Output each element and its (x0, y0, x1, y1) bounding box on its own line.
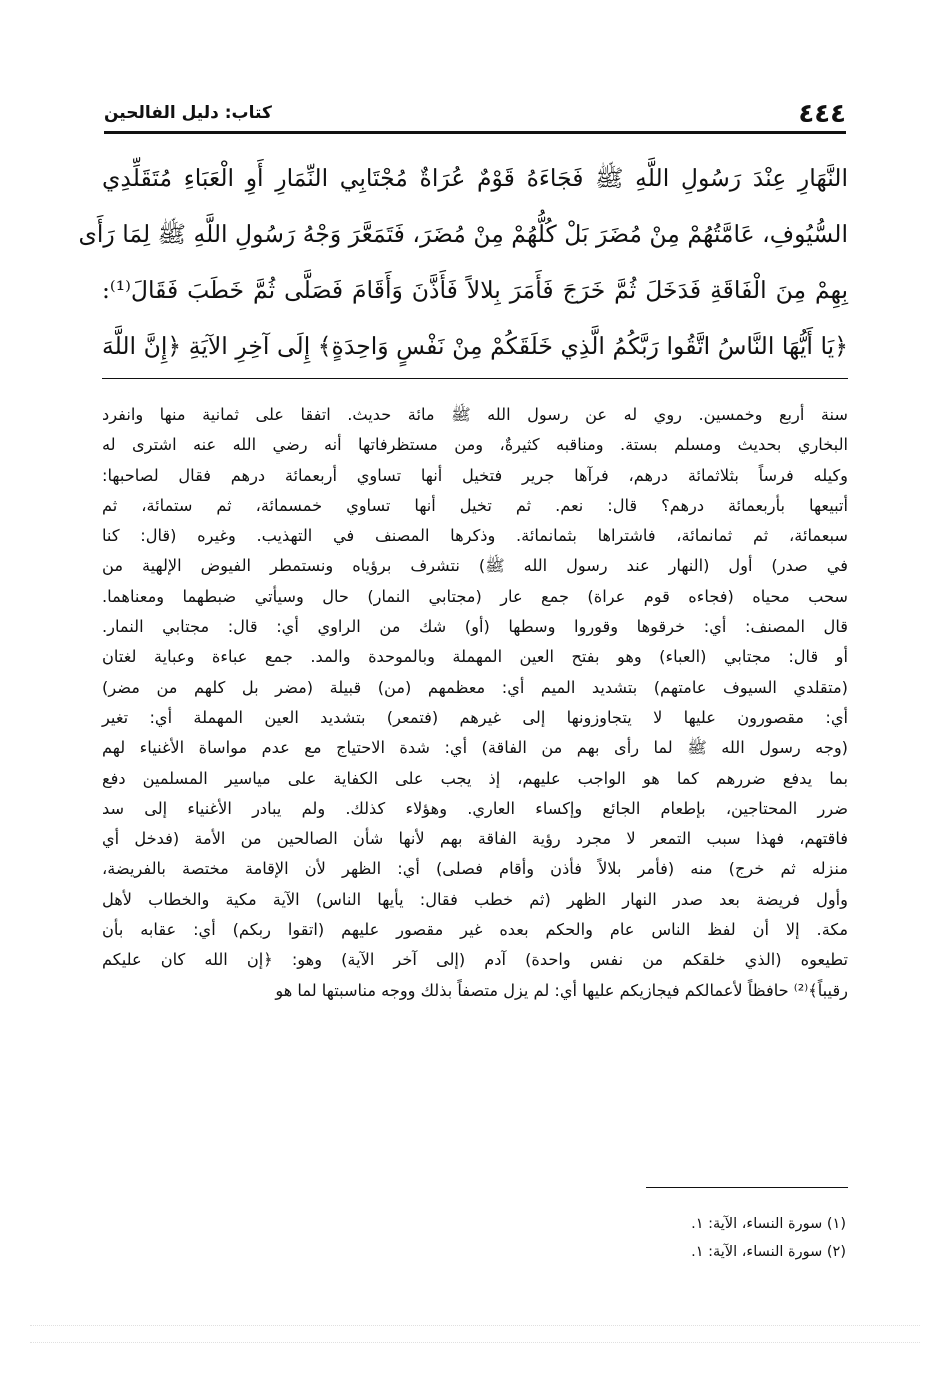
text-separator-rule (102, 378, 848, 379)
hadith-line: ﴿يَا أَيُّهَا النَّاسُ اتَّقُوا رَبَّكُمُ الَّذِي خَلَقَكُمْ مِنْ نَفْسٍ وَاحِدَةٍ﴾ إِلَى آخِرِ الآيَةِ ﴿إِنَّ اللَّهَ (102, 332, 848, 360)
commentary-line: (وجه رسول الله ﷺ لما رأى بهم من الفاقة) أي: شدة الاحتياج مع عدم مواساة الأغنياء لهم (102, 738, 848, 758)
commentary-line: بما يدفع ضررهم كما هو الواجب عليهم، إذ يجب على الكفاية على مياسير المسلمين دفع (102, 768, 848, 788)
hadith-line: السُّيُوفِ، عَامَّتُهُمْ مِنْ مُضَرَ بَلْ كُلُّهُمْ مِنْ مُضَرَ، فَتَمَعَّرَ وَجْهُ رَسُولِ اللَّهِ ﷺ لِمَا رَأَى (78, 220, 848, 248)
commentary-line: ضرر المحتاجين، بإطعام الجائع وإكساء العاري. وهؤلاء كذلك. ولم يبادر الأغنياء إلى سد (102, 798, 848, 818)
decorative-border (30, 1325, 920, 1343)
commentary-line: في صدر) أول (النهار عند رسول الله ﷺ) نتشرف برؤياه ونستمطر الفيوض الإلهية من (102, 556, 848, 576)
commentary-line: البخاري بحديث ومسلم بستة. ومناقبه كثيرةٌ، ومن مستظرفاتها أنه رضي الله عنه اشترى له (102, 435, 848, 455)
hadith-text (78, 150, 848, 374)
hadith-line: النَّهَارِ عِنْدَ رَسُولِ اللَّهِ ﷺ فَجَاءَهُ قَوْمٌ عُرَاةٌ مُجْتَابِي النِّمَارِ أَوِ الْعَبَاءِ مُتَقَلِّدِي (102, 164, 848, 192)
commentary-line: تطيعوه (الذي خلقكم من نفس واحدة) آدم (إلى آخر الآية) وهو: ﴿إن الله كان عليكم (102, 950, 848, 970)
commentary-line: أتبيعها بأربعمائة درهم؟ قال: نعم. ثم تخيل أنها تساوي خمسمائة، ثم ستمائة، ثم (102, 495, 848, 515)
commentary-line: قال المصنف: أي: خرقوها وقوروا وسطها (أو) شك من الراوي أي: قال: مجتابي النمار. (102, 617, 848, 637)
commentary-line: منزله ثم خرج) منه (فأمر بلالاً فأذن وأقام فصلى) أي: الظهر لأن الإقامة مختصة بالفريضة، (102, 859, 848, 879)
commentary-line: سنة أربع وخمسين. روي له عن رسول الله ﷺ مائة حديث. اتفقا على ثمانية منها وانفرد (102, 405, 848, 424)
footnote: (٢) سورة النساء، الآية: ١. (691, 1244, 846, 1260)
commentary-line: رقيباً﴾⁽²⁾ حافظاً لأعمالكم فيجازيكم عليها أي: لم يزل متصفاً بذلك ووجه مناسبتها لما هو (275, 980, 848, 1000)
commentary-line: فاقتهم، فهذا سبب التمعر لا مجرد رؤية الفاقة بهم لأنها شأن الصالحين من الأمة (فدخل أي (102, 829, 848, 849)
commentary-line: (متقلدي السيوف عامتهم) بتشديد الميم أي: معظمهم (من) قبيلة (مضر بل كلهم من مضر) (102, 677, 848, 697)
commentary-line: أو قال: مجتابي (العباء) وهو بفتح العين المهملة وبالموحدة والمد. جمع عباءة وعباية لغتان (102, 647, 848, 667)
commentary-line: وكيله فرساً بثلاثمائة درهم، فرآها جرير فتخيل أنها تساوي أربعمائة درهم فقال لصاحبها: (102, 465, 848, 485)
commentary-line: وأول فريضة بعد صدر النهار الظهر (ثم خطب فقال: يأيها الناس) الآية مكية والخطاب لأهل (102, 889, 848, 909)
footnotes (102, 1210, 846, 1266)
commentary-line: مكة. إلا أن لفظ الناس عام والحكم بعده غير مقصور عليهم (اتقوا ربكم) أي: عقابه بأن (102, 920, 848, 940)
hadith-line: بِهِمْ مِنَ الْفَاقَةِ فَدَخَلَ ثُمَّ خَرَجَ فَأَمَرَ بِلالاً فَأَذَّنَ وَأَقَامَ فَصَلَّى ثُمَّ خَطَبَ فَقَالَ⁽¹⁾: (102, 276, 848, 304)
commentary-text (102, 400, 848, 1006)
commentary-line: سبعمائة، ثم ثمانمائة، فاشتراها بثمانمائة. وذكرها المصنف في التهذيب. وغيره (قال: كنا (102, 526, 848, 546)
page-number: ٤٤٤ (798, 99, 846, 129)
header-rule (104, 131, 846, 134)
page-header (104, 95, 846, 129)
commentary-line: سحب محياه (فجاءه قوم عراة) جمع عار (مجتابي النمار) حال وسيأتي ضبطهما ومعناهما. (102, 586, 848, 606)
footnote-separator-rule (646, 1187, 848, 1188)
commentary-line: أي: مقصورون عليها لا يتجاوزونها إلى غيرهم (فتمعر) بتشديد العين المهملة أي: تغير (102, 707, 848, 727)
footnote: (١) سورة النساء، الآية: ١. (691, 1216, 846, 1232)
book-title: كتاب: دليل الفالحين (104, 103, 272, 123)
